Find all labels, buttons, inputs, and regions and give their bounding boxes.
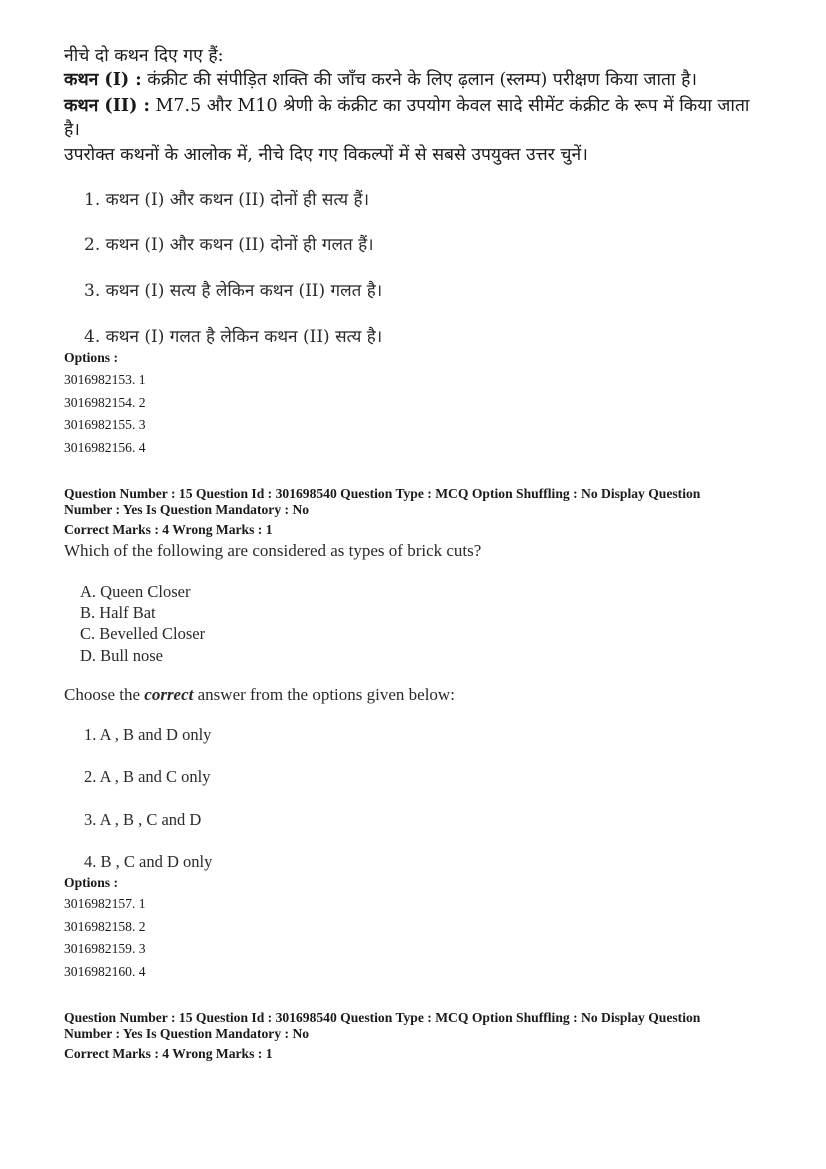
q14-statement-2-label: कथन (II) : [64, 96, 150, 116]
q14-choice: 1. कथन (I) और कथन (II) दोनों ही सत्य हैं। [84, 190, 370, 210]
q14-choice: 3. कथन (I) सत्य है लेकिन कथन (II) गलत है। [84, 281, 383, 301]
q15-options-label: Options : [64, 875, 119, 890]
q15-question: Which of the following are considered as types of brick cuts? [64, 541, 482, 560]
q14-statement-1-text: कंक्रीट की संपीड़ित शक्ति की जाँच करने के लिए ढ़लान (स्लम्प) परीक्षण किया जाता है। [141, 70, 698, 90]
q15-item: A. Queen Closer [80, 582, 191, 601]
q14-option-id: 3016982156. 4 [64, 440, 146, 455]
q15-marks: Correct Marks : 4 Wrong Marks : 1 [64, 522, 273, 537]
q14-statement-2-cont: है। [64, 120, 80, 140]
q15-option-id: 3016982159. 3 [64, 941, 146, 956]
q15-choose-post: answer from the options given below: [193, 685, 455, 704]
q15-item: B. Half Bat [80, 603, 156, 622]
q15-item: D. Bull nose [80, 646, 163, 665]
q15-meta-line-2: Number : Yes Is Question Mandatory : No [64, 502, 310, 517]
q14-instruction: उपरोक्त कथनों के आलोक में, नीचे दिए गए विकल्पों में से सबसे उपयुक्त उत्तर चुनें। [64, 145, 588, 165]
q15-hindi-meta-line-2: Number : Yes Is Question Mandatory : No [64, 1026, 310, 1041]
q15-choose-emphasis: correct [144, 685, 194, 704]
q15-hindi-meta-line-1: Question Number : 15 Question Id : 301698540 Question Type : MCQ Option Shuffling : No Display Question [64, 1010, 701, 1025]
q15-choice: 1. A , B and D only [84, 725, 212, 744]
q15-option-id: 3016982157. 1 [64, 896, 146, 911]
q14-option-id: 3016982153. 1 [64, 372, 146, 387]
q14-option-id: 3016982155. 3 [64, 417, 146, 432]
q14-statement-1 [64, 68, 786, 92]
q15-choice: 2. A , B and C only [84, 767, 211, 786]
q15-option-id: 3016982160. 4 [64, 964, 146, 979]
q15-choose-instruction [64, 685, 786, 705]
q14-option-id: 3016982154. 2 [64, 395, 146, 410]
q15-item: C. Bevelled Closer [80, 624, 206, 643]
q15-choice: 4. B , C and D only [84, 852, 213, 871]
q15-choice: 3. A , B , C and D [84, 810, 202, 829]
q14-statement-1-label: कथन (I) : [64, 70, 142, 90]
q15-choose-pre: Choose the [64, 685, 145, 704]
q15-meta-line-1: Question Number : 15 Question Id : 301698540 Question Type : MCQ Option Shuffling : No Display Question [64, 486, 701, 501]
q14-statement-2-text: M7.5 और M10 श्रेणी के कंक्रीट का उपयोग केवल सादे सीमेंट कंक्रीट के रूप में किया जाता [149, 96, 750, 116]
q14-choice: 4. कथन (I) गलत है लेकिन कथन (II) सत्य है। [84, 327, 383, 347]
q14-choice: 2. कथन (I) और कथन (II) दोनों ही गलत हैं। [84, 235, 374, 255]
q15-hindi-marks: Correct Marks : 4 Wrong Marks : 1 [64, 1046, 273, 1061]
q15-option-id: 3016982158. 2 [64, 919, 146, 934]
q14-intro: नीचे दो कथन दिए गए हैं: [64, 46, 224, 66]
q14-options-label: Options : [64, 350, 119, 365]
q14-statement-2 [64, 94, 786, 118]
